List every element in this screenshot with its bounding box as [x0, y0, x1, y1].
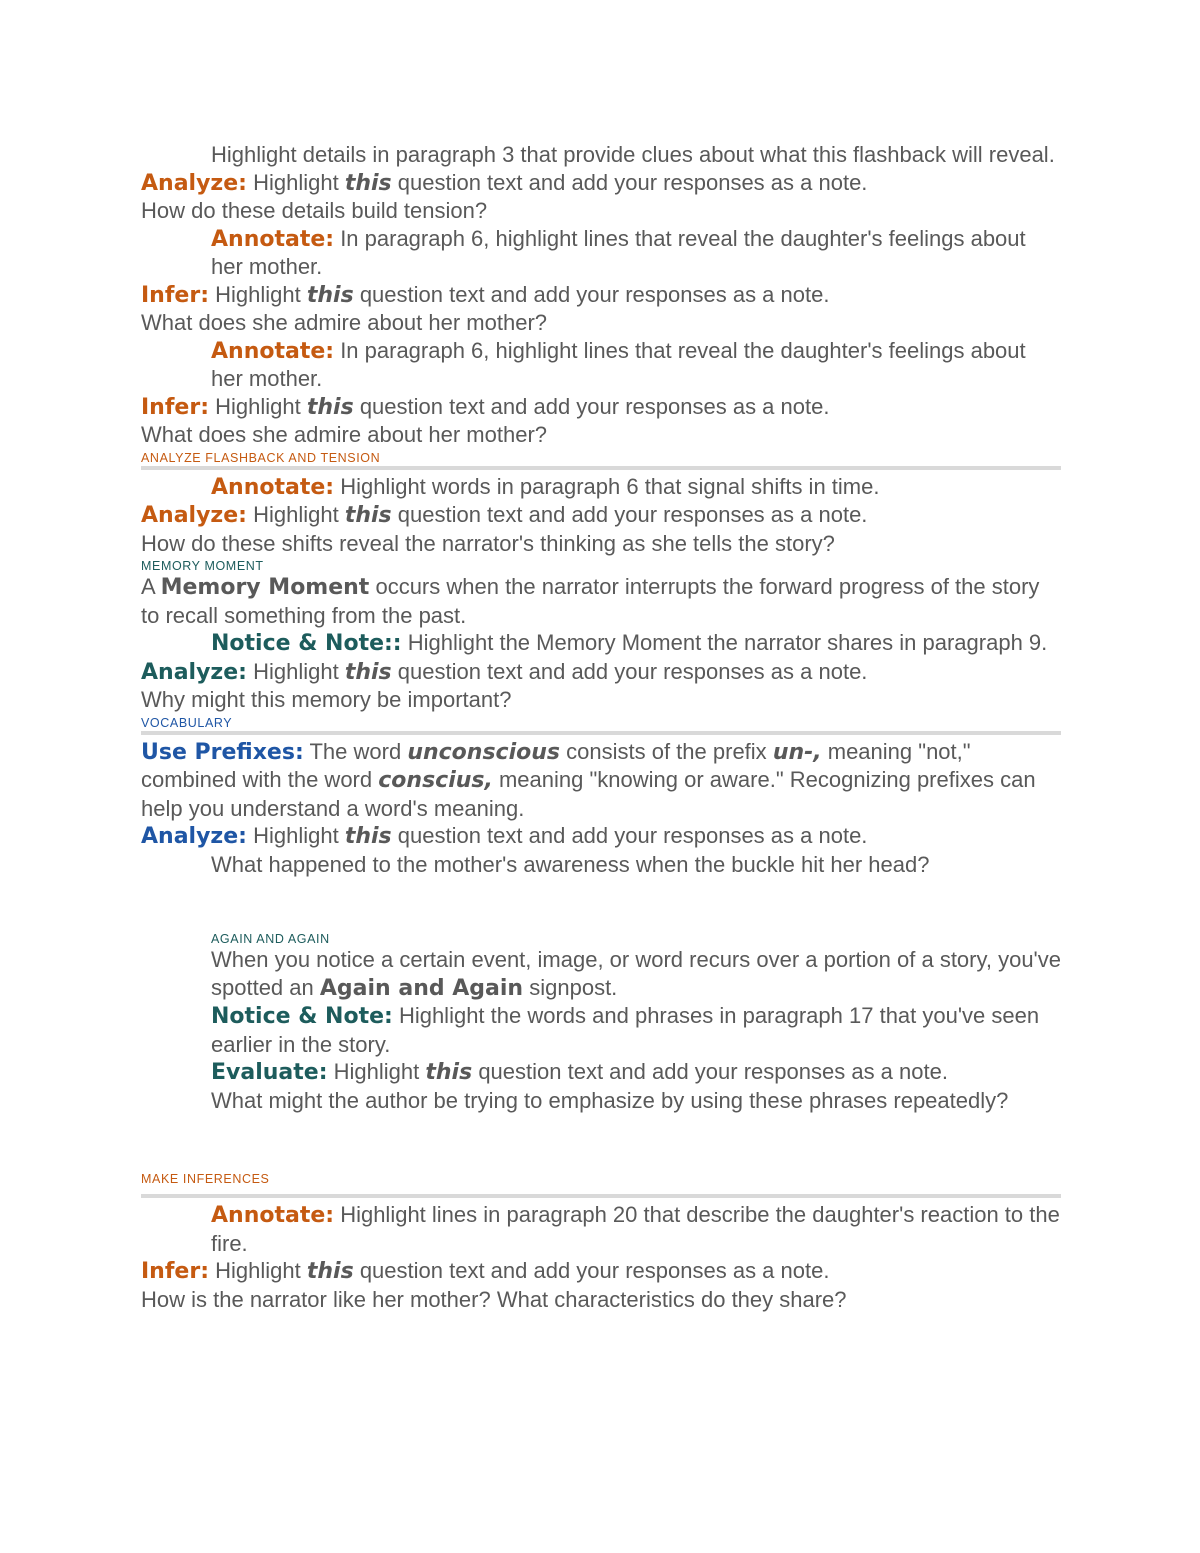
annotate-label: Annotate:	[211, 474, 335, 500]
question-text: What does she admire about her mother?	[141, 422, 548, 447]
question-text: How do these details build tension?	[141, 198, 488, 223]
prompt-text: question text and add your responses as a note.	[478, 1059, 948, 1084]
prompt-text: question text and add your responses as a note.	[397, 502, 868, 527]
infer-prompt	[141, 281, 1061, 310]
instruction-text: Highlight details in paragraph 3 that provide clues about what this flashback will reveal.	[211, 142, 1055, 167]
question-text: What might the author be trying to emphasize by using these phrases repeatedly?	[211, 1087, 1009, 1113]
again-definition	[141, 946, 1061, 1002]
base-word: conscius,	[378, 768, 493, 793]
use-prefixes-label: Use Prefixes:	[141, 739, 304, 765]
notice-note-label: Notice & Note::	[211, 631, 402, 656]
evaluate-prompt	[141, 1058, 1061, 1087]
infer-label: Infer:	[141, 282, 209, 308]
question-awareness	[141, 851, 1061, 879]
section-heading-vocabulary: VOCABULARY	[141, 715, 233, 730]
prompt-text: Highlight	[215, 281, 301, 307]
question-emphasize	[141, 1087, 1061, 1115]
analyze-prompt	[141, 169, 1061, 198]
instruction-text: In paragraph 6, highlight lines that reveal the daughter's feelings about her mother.	[211, 225, 1026, 279]
question-text: What happened to the mother's awareness when the buckle hit her head?	[211, 851, 930, 877]
definition-text: signpost.	[529, 974, 618, 1000]
question-text: What does she admire about her mother?	[141, 310, 548, 335]
signpost-term: Again and Again	[319, 975, 524, 1001]
instruction-text: Highlight lines in paragraph 20 that describe the daughter's reaction to the fire.	[211, 1202, 1060, 1256]
analyze-label: Analyze:	[141, 503, 247, 528]
explanation-text: The word	[309, 738, 402, 764]
question-admire	[141, 421, 1061, 449]
infer-prompt	[141, 1257, 1061, 1286]
instruction-text: Highlight words in paragraph 6 that signal shifts in time.	[340, 473, 880, 499]
analyze-label: Analyze:	[141, 659, 247, 685]
emphasis-this: this	[306, 394, 354, 420]
definition-text: A	[141, 574, 155, 599]
question-tension	[141, 197, 1061, 225]
document-content	[141, 141, 1061, 1313]
section-divider	[141, 466, 1061, 470]
annotate-instruction	[141, 473, 1061, 502]
question-text: How is the narrator like her mother? What characteristics do they share?	[141, 1286, 847, 1312]
emphasis-this: this	[344, 503, 392, 528]
emphasis-this: this	[344, 659, 392, 685]
question-shifts	[141, 530, 1061, 558]
question-text: How do these shifts reveal the narrator's thinking as she tells the story?	[141, 530, 835, 556]
signpost-term: Memory Moment	[160, 575, 370, 600]
emphasis-this: this	[344, 824, 392, 849]
question-share	[141, 1286, 1061, 1314]
question-admire	[141, 309, 1061, 337]
section-heading-again: AGAIN AND AGAIN	[211, 932, 330, 946]
prompt-text: Highlight	[253, 658, 339, 684]
prompt-text: question text and add your responses as a note.	[397, 169, 868, 195]
annotate-instruction	[141, 1201, 1061, 1257]
explanation-text: meaning "not," combined with the word	[141, 738, 971, 792]
infer-label: Infer:	[141, 394, 209, 420]
prompt-text: Highlight	[333, 1059, 420, 1084]
prompt-text: Highlight	[215, 393, 301, 419]
emphasis-this: this	[344, 170, 392, 196]
prompt-text: question text and add your responses as a note.	[397, 823, 868, 848]
prompt-text: Highlight	[253, 502, 339, 527]
explanation-text: meaning "knowing or aware." Recognizing prefixes can help you understand a word's meaning.	[141, 767, 1036, 821]
prompt-text: Highlight	[215, 1258, 301, 1283]
prompt-text: question text and add your responses as a note.	[397, 658, 868, 684]
section-divider	[141, 731, 1061, 735]
explanation-text: consists of the prefix	[566, 738, 767, 764]
vocab-word: unconscious	[407, 739, 561, 765]
notice-note-instruction	[141, 1002, 1061, 1058]
instruction-text: Highlight the words and phrases in paragraph 17 that you've seen earlier in the story.	[211, 1003, 1040, 1057]
infer-prompt	[141, 393, 1061, 422]
annotate-label: Annotate:	[211, 338, 335, 364]
emphasis-this: this	[425, 1060, 473, 1085]
definition-text: When you notice a certain event, image, or word recurs over a portion of a story, you've spotted an	[211, 947, 1061, 1000]
analyze-label: Analyze:	[141, 824, 247, 849]
instruction-text: Highlight the Memory Moment the narrator shares in paragraph 9.	[407, 630, 1048, 655]
prompt-text: question text and add your responses as a note.	[359, 281, 830, 307]
annotate-instruction	[141, 225, 1061, 281]
memory-definition	[141, 573, 1061, 629]
annotate-instruction	[141, 337, 1061, 393]
instruction-text: In paragraph 6, highlight lines that reveal the daughter's feelings about her mother.	[211, 337, 1026, 391]
prefix-term: un-,	[772, 739, 822, 765]
analyze-label: Analyze:	[141, 170, 247, 196]
section-heading-inferences: MAKE INFERENCES	[141, 1172, 270, 1186]
section-divider	[141, 1194, 1061, 1198]
section-heading-flashback: ANALYZE FLASHBACK AND TENSION	[141, 450, 381, 465]
definition-text: occurs when the narrator interrupts the forward progress of the story to recall something from the past.	[141, 574, 1040, 628]
analyze-prompt	[141, 501, 1061, 530]
prompt-text: question text and add your responses as a note.	[359, 393, 830, 419]
notice-note-label: Notice & Note:	[211, 1004, 393, 1029]
question-memory	[141, 686, 1061, 714]
evaluate-label: Evaluate:	[211, 1060, 328, 1085]
analyze-prompt	[141, 822, 1061, 851]
section-heading-memory: MEMORY MOMENT	[141, 559, 264, 573]
question-text: Why might this memory be important?	[141, 687, 512, 712]
prompt-text: Highlight	[253, 823, 339, 848]
annotate-label: Annotate:	[211, 226, 335, 252]
flashback-clue-instruction	[141, 141, 1061, 169]
prompt-text: question text and add your responses as a note.	[359, 1258, 830, 1283]
infer-label: Infer:	[141, 1259, 209, 1284]
annotate-label: Annotate:	[211, 1203, 335, 1228]
analyze-prompt	[141, 658, 1061, 687]
emphasis-this: this	[306, 282, 354, 308]
notice-note-instruction	[141, 629, 1061, 658]
prefix-explanation	[141, 738, 1061, 823]
emphasis-this: this	[306, 1259, 354, 1284]
prompt-text: Highlight	[253, 169, 339, 195]
